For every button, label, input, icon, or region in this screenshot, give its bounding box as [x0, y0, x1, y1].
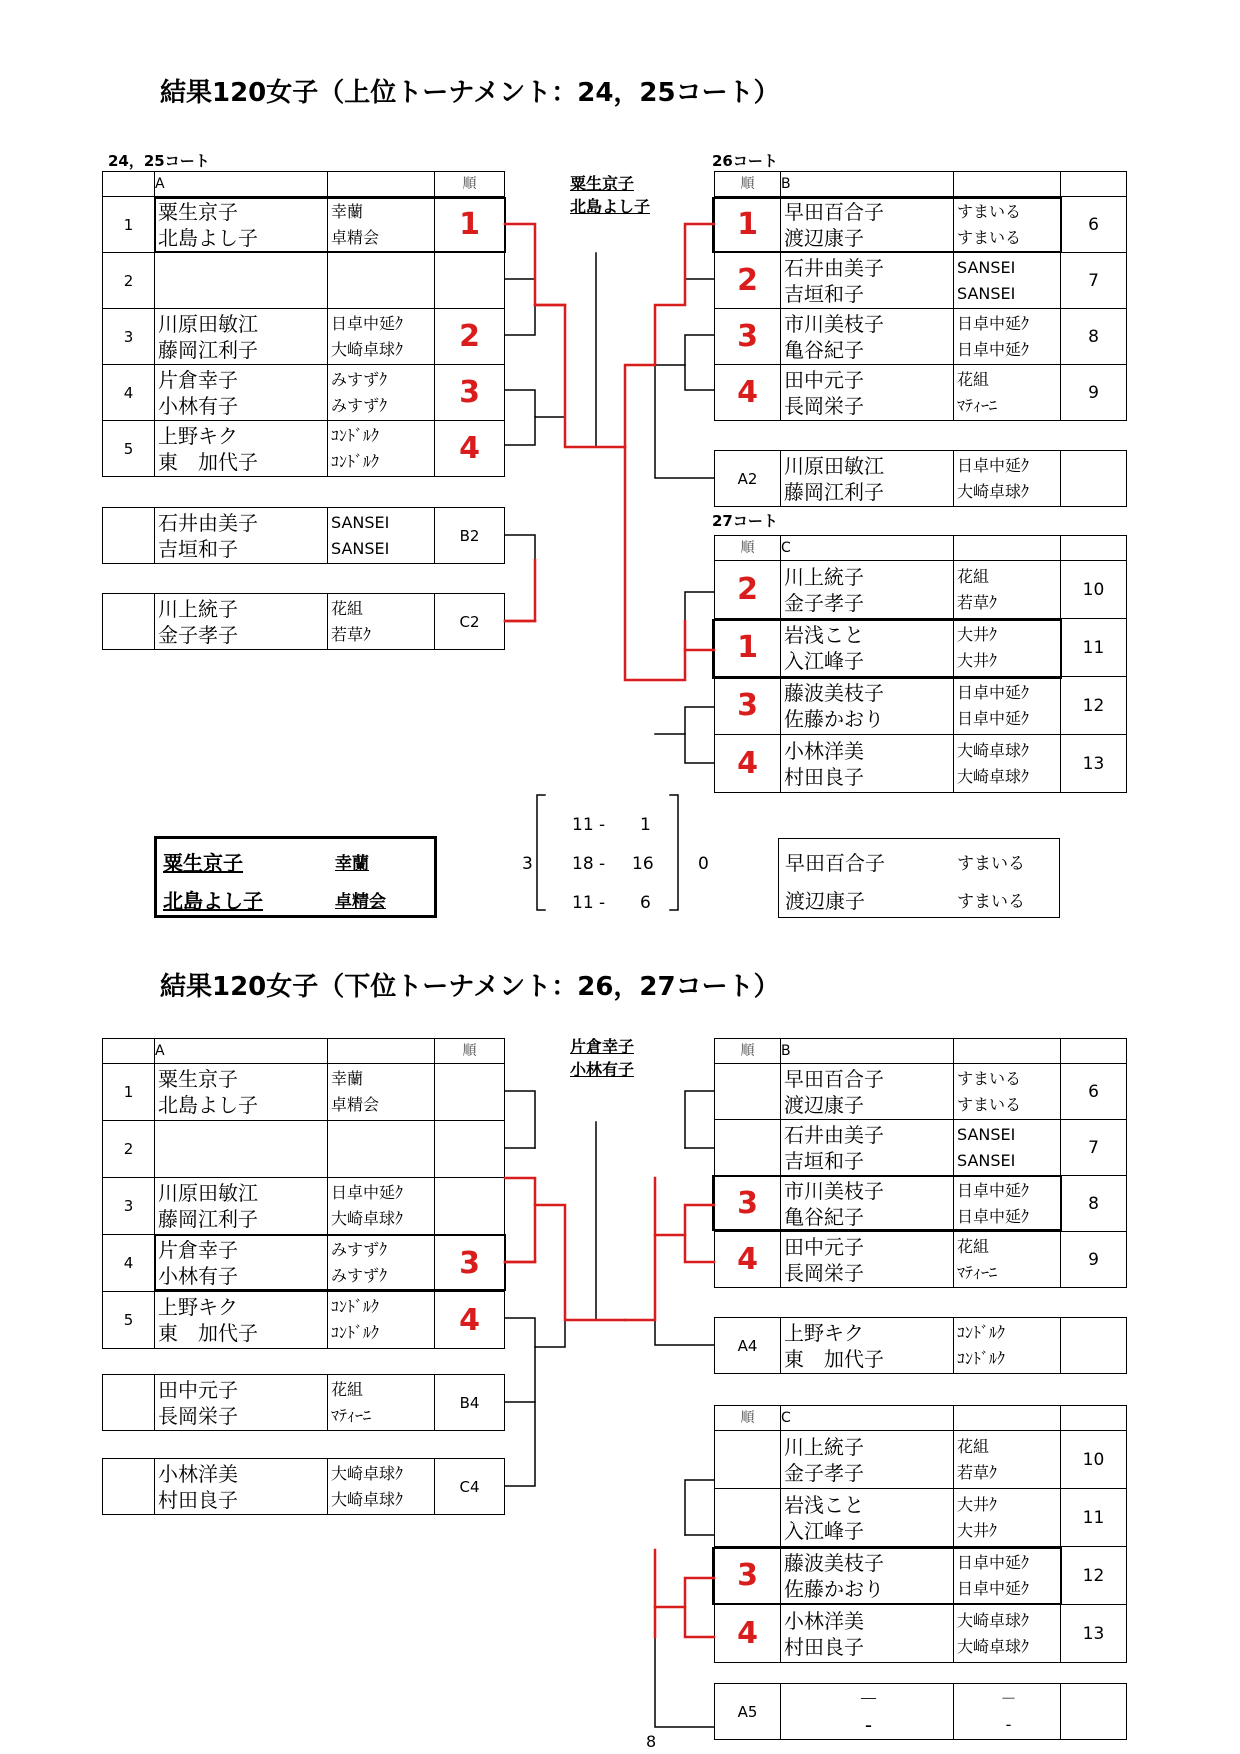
- slot-code: C4: [435, 1459, 505, 1515]
- player-names: 岩浅こと 入江峰子: [781, 1489, 954, 1547]
- lower-title: 結果120女子（下位トーナメント：26，27コート）: [160, 972, 780, 1002]
- club-names: 大崎卓球ｸ 大崎卓球ｸ: [954, 1605, 1061, 1663]
- lower-winner-names: 片倉幸子 小林有子: [570, 1037, 635, 1079]
- club-names: SANSEI SANSEI: [954, 1120, 1061, 1176]
- player-names: 粟生京子 北島よし子: [155, 1064, 328, 1121]
- rank-value: 2: [435, 309, 505, 365]
- team-number: 5: [103, 421, 155, 477]
- team-number: 7: [1061, 1120, 1127, 1176]
- player-names: 田中元子 長岡栄子: [781, 1232, 954, 1288]
- club-names: 幸蘭 卓精会: [328, 197, 435, 253]
- player-names: － -: [781, 1684, 954, 1740]
- club-names: 日卓中延ｸ 日卓中延ｸ: [954, 309, 1061, 365]
- club-names: 花組 ﾏﾃｨｰﾆ: [328, 1375, 435, 1431]
- rank-value: 3: [715, 1176, 781, 1232]
- player-names: 上野キク 東 加代子: [155, 421, 328, 477]
- player-names: 小林洋美 村田良子: [781, 735, 954, 793]
- slot-code: A2: [715, 451, 781, 507]
- final-left-sets: 3: [522, 854, 533, 874]
- score-bracket: [537, 795, 678, 910]
- rank-header: 順: [435, 172, 505, 197]
- slot-code: A4: [715, 1318, 781, 1374]
- team-number: 6: [1061, 1064, 1127, 1120]
- bracket-line-black: [505, 1091, 714, 1727]
- player-names: 石井由美子 吉垣和子: [781, 1120, 954, 1176]
- club-names: SANSEI SANSEI: [954, 253, 1061, 309]
- rank-header: 順: [715, 1406, 781, 1431]
- final-game-score-right: 16: [632, 854, 654, 874]
- player-names: 川上統子 金子孝子: [781, 561, 954, 619]
- club-names: ｺﾝﾄﾞﾙｸ ｺﾝﾄﾞﾙｸ: [328, 421, 435, 477]
- player-names: 田中元子 長岡栄子: [155, 1375, 328, 1431]
- final-game-score-left: 11 -: [572, 893, 606, 913]
- team-number: 1: [103, 1064, 155, 1121]
- rank-value: 3: [435, 365, 505, 421]
- club-names: 花組 ﾏﾃｨｰﾆ: [954, 365, 1061, 421]
- rank-value: 4: [435, 421, 505, 477]
- club-names: SANSEI SANSEI: [328, 508, 435, 564]
- player-names: 小林洋美 村田良子: [155, 1459, 328, 1515]
- rank-value: 4: [715, 365, 781, 421]
- club-names: みすずｸ みすずｸ: [328, 365, 435, 421]
- slot-code: C2: [435, 594, 505, 650]
- club-names: 日卓中延ｸ 大崎卓球ｸ: [328, 1178, 435, 1235]
- player-names: 早田百合子 渡辺康子: [781, 197, 954, 253]
- rank-value: 4: [435, 1292, 505, 1349]
- page-number: 8: [646, 1732, 657, 1751]
- group-label: A: [155, 172, 328, 197]
- final-game-score-right: 6: [640, 893, 651, 913]
- player-names: 川原田敏江 藤岡江利子: [155, 1178, 328, 1235]
- team-number: 5: [103, 1292, 155, 1349]
- club-names: すまいる すまいる: [954, 197, 1061, 253]
- slot-code: B2: [435, 508, 505, 564]
- final-game-score-left: 18 -: [572, 854, 606, 874]
- upper-court-b-caption: 26コート: [712, 152, 778, 170]
- team-number: 12: [1061, 1547, 1127, 1605]
- team-number: 3: [103, 1178, 155, 1235]
- rank-value: 3: [715, 309, 781, 365]
- rank-value: 3: [715, 1547, 781, 1605]
- club-names: 大崎卓球ｸ 大崎卓球ｸ: [328, 1459, 435, 1515]
- player-names: 藤波美枝子 佐藤かおり: [781, 1547, 954, 1605]
- player-names: 市川美枝子 亀谷紀子: [781, 1176, 954, 1232]
- team-number: 12: [1061, 677, 1127, 735]
- team-number: 13: [1061, 735, 1127, 793]
- rank-value: 2: [715, 253, 781, 309]
- club-names: ｺﾝﾄﾞﾙｸ ｺﾝﾄﾞﾙｸ: [328, 1292, 435, 1349]
- team-number: 8: [1061, 1176, 1127, 1232]
- player-names: 片倉幸子 小林有子: [155, 365, 328, 421]
- club-names: 日卓中延ｸ 日卓中延ｸ: [954, 1176, 1061, 1232]
- rank-header: 順: [435, 1039, 505, 1064]
- bracket-line-red: [505, 1178, 714, 1637]
- club-names: 大井ｸ 大井ｸ: [954, 619, 1061, 677]
- club-names: すまいる すまいる: [954, 1064, 1061, 1120]
- rank-header: 順: [715, 172, 781, 197]
- club-names: 大井ｸ 大井ｸ: [954, 1489, 1061, 1547]
- rank-header: 順: [715, 536, 781, 561]
- player-names: 上野キク 東 加代子: [781, 1318, 954, 1374]
- player-names: 田中元子 長岡栄子: [781, 365, 954, 421]
- club-names: ｺﾝﾄﾞﾙｸ ｺﾝﾄﾞﾙｸ: [954, 1318, 1061, 1374]
- rank-value: 4: [715, 1605, 781, 1663]
- club-names: 日卓中延ｸ 大崎卓球ｸ: [328, 309, 435, 365]
- rank-value: 3: [435, 1235, 505, 1292]
- rank-value: 4: [715, 1232, 781, 1288]
- rank-value: 1: [715, 197, 781, 253]
- club-names: 日卓中延ｸ 日卓中延ｸ: [954, 1547, 1061, 1605]
- group-label: A: [155, 1039, 328, 1064]
- team-number: 7: [1061, 253, 1127, 309]
- group-label: C: [781, 536, 954, 561]
- final-left-pair: 粟生京子 幸蘭 北島よし子 卓精会: [154, 836, 437, 918]
- club-names: 花組 若草ｸ: [328, 594, 435, 650]
- club-names: 大崎卓球ｸ 大崎卓球ｸ: [954, 735, 1061, 793]
- group-label: B: [781, 1039, 954, 1064]
- player-names: 川上統子 金子孝子: [781, 1431, 954, 1489]
- rank-value: 1: [435, 197, 505, 253]
- club-names: 幸蘭 卓精会: [328, 1064, 435, 1121]
- slot-code: A5: [715, 1684, 781, 1740]
- player-names: 石井由美子 吉垣和子: [155, 508, 328, 564]
- player-names: 早田百合子 渡辺康子: [781, 1064, 954, 1120]
- team-number: 11: [1061, 1489, 1127, 1547]
- team-number: 9: [1061, 365, 1127, 421]
- group-label: B: [781, 172, 954, 197]
- final-game-score-left: 11 -: [572, 815, 606, 835]
- group-label: C: [781, 1406, 954, 1431]
- upper-court-c-caption: 27コート: [712, 512, 778, 530]
- team-number: 6: [1061, 197, 1127, 253]
- team-number: 3: [103, 309, 155, 365]
- player-names: 岩浅こと 入江峰子: [781, 619, 954, 677]
- club-names: 花組 若草ｸ: [954, 561, 1061, 619]
- team-number: 8: [1061, 309, 1127, 365]
- upper-winner-names: 粟生京子 北島よし子: [570, 174, 651, 216]
- upper-court-a-caption: 24，25コート: [108, 152, 210, 170]
- team-number: 1: [103, 197, 155, 253]
- player-names: 川原田敏江 藤岡江利子: [781, 451, 954, 507]
- team-number: 4: [103, 1235, 155, 1292]
- club-names: － -: [954, 1684, 1061, 1740]
- team-number: 10: [1061, 1431, 1127, 1489]
- club-names: 花組 若草ｸ: [954, 1431, 1061, 1489]
- bracket-line-black: [505, 253, 714, 763]
- club-names: みすずｸ みすずｸ: [328, 1235, 435, 1292]
- player-names: 片倉幸子 小林有子: [155, 1235, 328, 1292]
- slot-code: B4: [435, 1375, 505, 1431]
- team-number: 11: [1061, 619, 1127, 677]
- player-names: 藤波美枝子 佐藤かおり: [781, 677, 954, 735]
- rank-header: 順: [715, 1039, 781, 1064]
- bracket-line-red: [505, 224, 714, 680]
- rank-value: 3: [715, 677, 781, 735]
- team-number: 4: [103, 365, 155, 421]
- player-names: 川原田敏江 藤岡江利子: [155, 309, 328, 365]
- club-names: 日卓中延ｸ 大崎卓球ｸ: [954, 451, 1061, 507]
- player-names: 粟生京子 北島よし子: [155, 197, 328, 253]
- team-number: 10: [1061, 561, 1127, 619]
- player-names: 石井由美子 吉垣和子: [781, 253, 954, 309]
- club-names: 日卓中延ｸ 日卓中延ｸ: [954, 677, 1061, 735]
- player-names: 川上統子 金子孝子: [155, 594, 328, 650]
- club-names: 花組 ﾏﾃｨｰﾆ: [954, 1232, 1061, 1288]
- player-names: 市川美枝子 亀谷紀子: [781, 309, 954, 365]
- team-number: 13: [1061, 1605, 1127, 1663]
- rank-value: 4: [715, 735, 781, 793]
- team-number: 2: [103, 1121, 155, 1178]
- player-names: 小林洋美 村田良子: [781, 1605, 954, 1663]
- final-game-score-right: 1: [640, 815, 651, 835]
- player-names: 上野キク 東 加代子: [155, 1292, 328, 1349]
- final-right-sets: 0: [698, 854, 709, 874]
- team-number: 2: [103, 253, 155, 309]
- team-number: 9: [1061, 1232, 1127, 1288]
- upper-title: 結果120女子（上位トーナメント：24，25コート）: [160, 78, 780, 108]
- final-right-pair: 早田百合子 すまいる 渡辺康子 すまいる: [778, 838, 1060, 918]
- rank-value: 1: [715, 619, 781, 677]
- rank-value: 2: [715, 561, 781, 619]
